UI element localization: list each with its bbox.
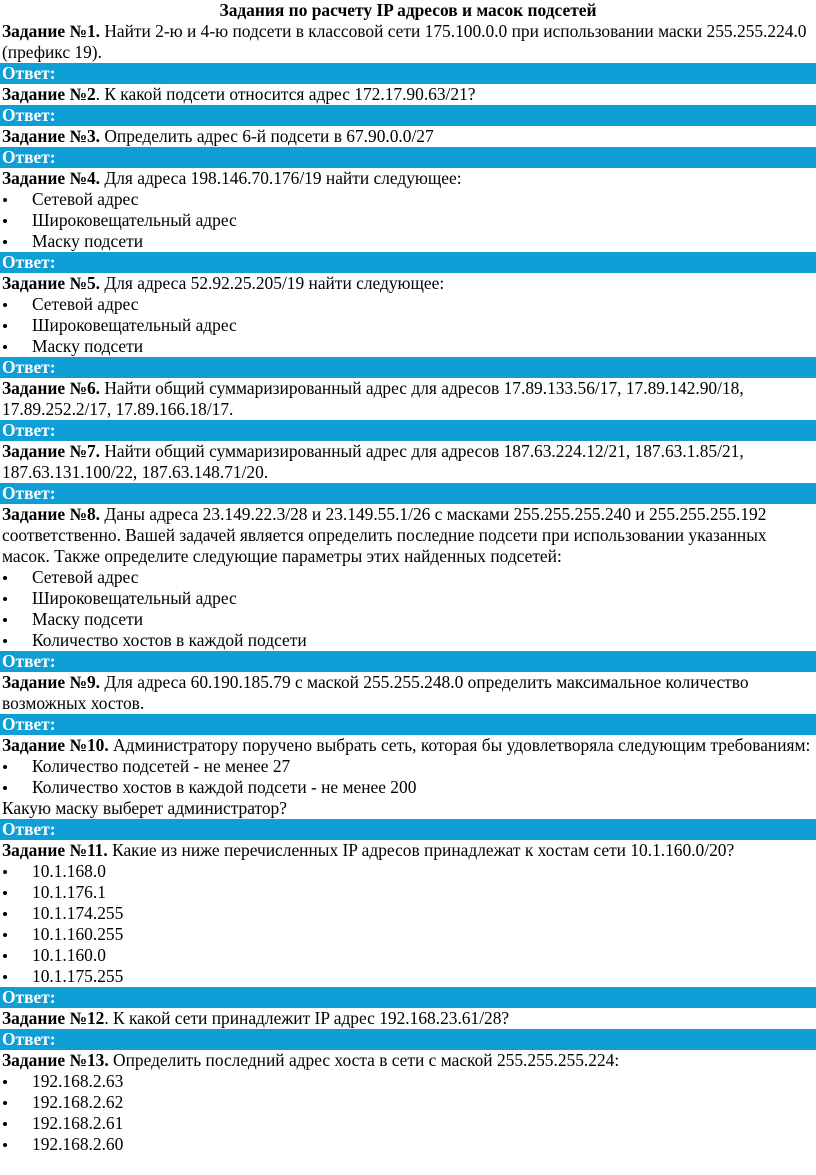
task-options-list	[0, 294, 816, 357]
task-label: Задание №9.	[2, 672, 100, 692]
task-block	[0, 1008, 816, 1050]
task-block	[0, 735, 816, 840]
answer-field[interactable]: Ответ:	[0, 1029, 816, 1050]
task-list	[0, 21, 816, 1155]
list-item: 192.168.2.63	[0, 1071, 816, 1092]
list-item: 192.168.2.62	[0, 1092, 816, 1113]
task-options-list	[0, 189, 816, 252]
task-label: Задание №5.	[2, 273, 100, 293]
list-item: 10.1.176.1	[0, 882, 816, 903]
task-statement	[0, 1008, 816, 1029]
answer-field[interactable]: Ответ:	[0, 819, 816, 840]
list-item: Широковещательный адрес	[0, 588, 816, 609]
task-statement	[0, 840, 816, 861]
list-item: 10.1.160.255	[0, 924, 816, 945]
answer-field[interactable]: Ответ:	[0, 987, 816, 1008]
answer-field[interactable]: Ответ:	[0, 420, 816, 441]
task-label: Задание №7.	[2, 441, 100, 461]
answer-field[interactable]: Ответ:	[0, 651, 816, 672]
task-text: Даны адреса 23.149.22.3/28 и 23.149.55.1/26 с масками 255.255.255.240 и 255.255.255.192 соответственно. Вашей задачей является определить последние подсети при использовании указанных масок. Также определите следующие параметры этих найденных подсетей:	[2, 504, 767, 566]
answer-field[interactable]: Ответ:	[0, 483, 816, 504]
task-label: Задание №11.	[2, 840, 108, 860]
task-block	[0, 1050, 816, 1155]
task-statement	[0, 1050, 816, 1071]
task-block	[0, 84, 816, 126]
task-text: Найти общий суммаризированный адрес для адресов 187.63.224.12/21, 187.63.1.85/21, 187.63.131.100/22, 187.63.148.71/20.	[2, 441, 744, 482]
task-text: . К какой подсети относится адрес 172.17.90.63/21?	[95, 84, 476, 104]
task-label: Задание №8.	[2, 504, 100, 524]
task-statement	[0, 441, 816, 483]
task-label: Задание №13.	[2, 1050, 109, 1070]
task-text: . К какой сети принадлежит IP адрес 192.168.23.61/28?	[104, 1008, 510, 1028]
answer-field[interactable]: Ответ:	[0, 147, 816, 168]
list-item: Широковещательный адрес	[0, 210, 816, 231]
task-label: Задание №10.	[2, 735, 109, 755]
task-block	[0, 672, 816, 735]
list-item: 10.1.174.255	[0, 903, 816, 924]
task-label: Задание №2	[2, 84, 96, 104]
task-block	[0, 378, 816, 441]
list-item: Количество хостов в каждой подсети - не менее 200	[0, 777, 816, 798]
list-item: Сетевой адрес	[0, 567, 816, 588]
task-text: Найти общий суммаризированный адрес для адресов 17.89.133.56/17, 17.89.142.90/18, 17.89.252.2/17, 17.89.166.18/17.	[2, 378, 744, 419]
answer-field[interactable]: Ответ:	[0, 63, 816, 84]
list-item: 192.168.2.60	[0, 1134, 816, 1155]
task-statement	[0, 168, 816, 189]
list-item: 10.1.160.0	[0, 945, 816, 966]
task-label: Задание №1.	[2, 21, 100, 41]
list-item: Маску подсети	[0, 231, 816, 252]
task-options-list	[0, 756, 816, 798]
task-label: Задание №12	[2, 1008, 105, 1028]
list-item: 10.1.175.255	[0, 966, 816, 987]
list-item: 192.168.2.61	[0, 1113, 816, 1134]
task-text: Определить последний адрес хоста в сети с маской 255.255.255.224:	[108, 1050, 620, 1070]
list-item: Широковещательный адрес	[0, 315, 816, 336]
task-block	[0, 273, 816, 378]
answer-field[interactable]: Ответ:	[0, 252, 816, 273]
task-options-list	[0, 861, 816, 987]
task-block	[0, 840, 816, 1008]
task-text: Администратору поручено выбрать сеть, которая бы удовлетворяла следующим требованиям:	[108, 735, 811, 755]
task-statement	[0, 84, 816, 105]
list-item: Маску подсети	[0, 609, 816, 630]
task-text: Для адреса 60.190.185.79 с маской 255.255.248.0 определить максимальное количество возможных хостов.	[2, 672, 749, 713]
task-statement	[0, 21, 816, 63]
list-item: Сетевой адрес	[0, 189, 816, 210]
task-text: Какие из ниже перечисленных IP адресов принадлежат к хостам сети 10.1.160.0/20?	[107, 840, 735, 860]
task-followup-question: Какую маску выберет администратор?	[2, 798, 287, 818]
answer-field[interactable]: Ответ:	[0, 714, 816, 735]
task-block	[0, 504, 816, 672]
task-statement	[0, 378, 816, 420]
answer-field[interactable]: Ответ:	[0, 105, 816, 126]
task-text: Для адреса 52.92.25.205/19 найти следующее:	[100, 273, 445, 293]
task-text: Найти 2-ю и 4-ю подсети в классовой сети 175.100.0.0 при использовании маски 255.255.224.0 (префикс 19).	[2, 21, 807, 62]
task-block	[0, 168, 816, 273]
task-block	[0, 126, 816, 168]
list-item: Маску подсети	[0, 336, 816, 357]
list-item: Количество хостов в каждой подсети	[0, 630, 816, 651]
task-text: Определить адрес 6-й подсети в 67.90.0.0/27	[100, 126, 434, 146]
task-statement	[0, 504, 816, 567]
task-options-list	[0, 567, 816, 651]
task-block	[0, 21, 816, 84]
document-title: Задания по расчету IP адресов и масок подсетей	[219, 0, 597, 20]
list-item: Сетевой адрес	[0, 294, 816, 315]
list-item: Количество подсетей - не менее 27	[0, 756, 816, 777]
task-label: Задание №6.	[2, 378, 100, 398]
task-statement	[0, 126, 816, 147]
task-label: Задание №3.	[2, 126, 100, 146]
task-block	[0, 441, 816, 504]
task-statement	[0, 735, 816, 756]
task-statement	[0, 273, 816, 294]
task-text: Для адреса 198.146.70.176/19 найти следующее:	[100, 168, 462, 188]
task-statement	[0, 672, 816, 714]
task-label: Задание №4.	[2, 168, 100, 188]
task-options-list	[0, 1071, 816, 1155]
list-item: 10.1.168.0	[0, 861, 816, 882]
answer-field[interactable]: Ответ:	[0, 357, 816, 378]
